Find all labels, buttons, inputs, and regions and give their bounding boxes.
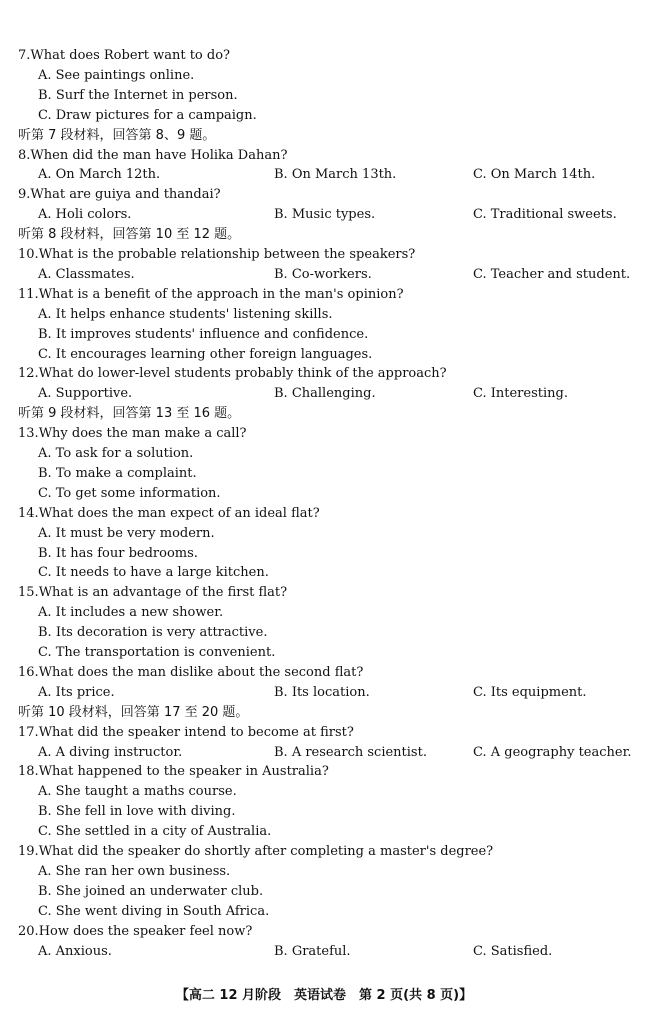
options-line [0, 802, 648, 822]
question-number: 14. [18, 505, 39, 521]
options-line [0, 464, 648, 484]
answer-option: B. Co-workers. [274, 266, 372, 282]
answer-option: C. She went diving in South Africa. [38, 903, 270, 919]
answer-option: B. Surf the Internet in person. [38, 87, 238, 103]
question-number: 17. [18, 724, 39, 740]
question-text: What is an advantage of the first flat? [38, 585, 288, 601]
question-stem [18, 762, 648, 782]
options-line [0, 862, 648, 882]
options-line [0, 882, 648, 902]
options-line [0, 643, 648, 663]
question-stem [18, 46, 648, 66]
options-line [0, 444, 648, 464]
answer-option: B. Its location. [274, 684, 370, 700]
answer-option: B. It has four bedrooms. [38, 545, 198, 561]
answer-option: A. It helps enhance students' listening skills. [38, 306, 333, 322]
options-row [0, 165, 648, 185]
answer-option: C. Its equipment. [473, 684, 587, 700]
question-stem [18, 504, 648, 524]
answer-option: A. A diving instructor. [38, 744, 183, 760]
answer-option: C. A geography teacher. [473, 744, 632, 760]
options-line [0, 544, 648, 564]
question-text: What does the man dislike about the second flat? [38, 664, 364, 680]
question-stem [18, 185, 648, 205]
question-text: What are guiya and thandai? [30, 187, 221, 203]
answer-option: A. On March 12th. [38, 167, 161, 183]
question-stem [18, 922, 648, 942]
answer-option: A. See paintings online. [38, 67, 195, 83]
question-number: 7. [18, 48, 31, 63]
question-number: 18. [18, 764, 39, 780]
question-text: What do lower-level students probably think of the approach? [38, 366, 447, 382]
options-line [0, 66, 648, 86]
options-row [0, 384, 648, 404]
question-stem [18, 723, 648, 743]
question-stem [18, 245, 648, 265]
answer-option: A. Supportive. [38, 386, 133, 402]
question-number: 16. [18, 664, 39, 680]
answer-option: B. Grateful. [274, 943, 351, 959]
options-row [0, 683, 648, 703]
options-line [0, 782, 648, 802]
options-line [0, 484, 648, 504]
options-line [0, 524, 648, 544]
question-text: How does the speaker feel now? [38, 923, 253, 939]
answer-option: A. To ask for a solution. [38, 446, 194, 461]
section-instruction: 听第 8 段材料，回答第 10 至 12 题。 [18, 227, 241, 243]
question-stem [18, 663, 648, 683]
question-stem [18, 424, 648, 444]
question-text: What does Robert want to do? [30, 48, 231, 63]
answer-option: A. Classmates. [38, 266, 135, 282]
page-footer: 【高二 12 月阶段 英语试卷 第 2 页(共 8 页)】 [175, 988, 473, 1003]
question-number: 15. [18, 585, 39, 601]
answer-option: A. Its price. [38, 684, 115, 700]
answer-option: A. It includes a new shower. [38, 605, 224, 621]
question-stem [18, 146, 648, 166]
question-stem [18, 842, 648, 862]
answer-option: C. Traditional sweets. [473, 207, 617, 223]
answer-option: A. It must be very modern. [38, 525, 215, 541]
answer-option: C. Satisfied. [473, 943, 553, 959]
question-stem [18, 285, 648, 305]
options-line [0, 106, 648, 126]
section-instruction: 听第 10 段材料，回答第 17 至 20 题。 [18, 704, 249, 720]
options-row [0, 942, 648, 962]
question-number: 9. [18, 187, 31, 203]
answer-option: B. Its decoration is very attractive. [38, 625, 268, 641]
answer-option: C. Interesting. [473, 386, 568, 402]
answer-option: C. It encourages learning other foreign languages. [38, 346, 373, 362]
question-text: What is a benefit of the approach in the man's opinion? [38, 286, 404, 302]
options-line [0, 603, 648, 623]
options-line [0, 86, 648, 106]
question-number: 11. [18, 286, 39, 302]
answer-option: B. She joined an underwater club. [38, 883, 264, 899]
answer-option: A. She taught a maths course. [38, 784, 237, 800]
answer-option: B. Challenging. [274, 386, 376, 402]
question-number: 20. [18, 923, 39, 939]
answer-option: B. To make a complaint. [38, 465, 197, 481]
question-text: What is the probable relationship between the speakers? [38, 247, 416, 262]
question-number: 19. [18, 844, 39, 859]
question-number: 12. [18, 366, 39, 382]
section-instruction: 听第 9 段材料，回答第 13 至 16 题。 [18, 406, 241, 422]
options-line [0, 902, 648, 922]
answer-option: C. It needs to have a large kitchen. [38, 565, 269, 581]
options-row [0, 265, 648, 285]
question-text: What happened to the speaker in Australia? [38, 764, 329, 780]
question-number: 8. [18, 147, 31, 163]
question-stem [18, 583, 648, 603]
question-stem [18, 364, 648, 384]
answer-option: C. The transportation is convenient. [38, 645, 276, 660]
section-instruction: 听第 7 段材料，回答第 8、9 题。 [18, 127, 216, 143]
answer-option: C. On March 14th. [473, 167, 596, 183]
answer-option: B. A research scientist. [274, 744, 427, 760]
answer-option: A. She ran her own business. [38, 863, 231, 879]
question-text: What did the speaker do shortly after completing a master's degree? [38, 844, 494, 859]
options-row [0, 743, 648, 763]
answer-option: A. Holi colors. [38, 207, 132, 223]
answer-option: C. Draw pictures for a campaign. [38, 107, 257, 123]
options-line [0, 623, 648, 643]
options-line [0, 345, 648, 365]
answer-option: C. To get some information. [38, 485, 221, 501]
options-line [0, 822, 648, 842]
answer-option: B. Music types. [274, 207, 376, 223]
question-number: 10. [18, 247, 39, 262]
answer-option: C. Teacher and student. [473, 266, 631, 282]
options-line [0, 305, 648, 325]
answer-option: C. She settled in a city of Australia. [38, 824, 272, 840]
question-text: What did the speaker intend to become at first? [38, 724, 354, 740]
question-text: Why does the man make a call? [38, 426, 247, 442]
question-text: What does the man expect of an ideal flat? [38, 505, 320, 521]
answer-option: B. She fell in love with diving. [38, 804, 236, 820]
question-number: 13. [18, 426, 39, 442]
answer-option: A. Anxious. [38, 943, 112, 959]
answer-option: B. It improves students' influence and confidence. [38, 326, 369, 342]
question-text: When did the man have Holika Dahan? [30, 147, 288, 163]
options-line [0, 563, 648, 583]
options-line [0, 325, 648, 345]
answer-option: B. On March 13th. [274, 167, 397, 183]
options-row [0, 205, 648, 225]
